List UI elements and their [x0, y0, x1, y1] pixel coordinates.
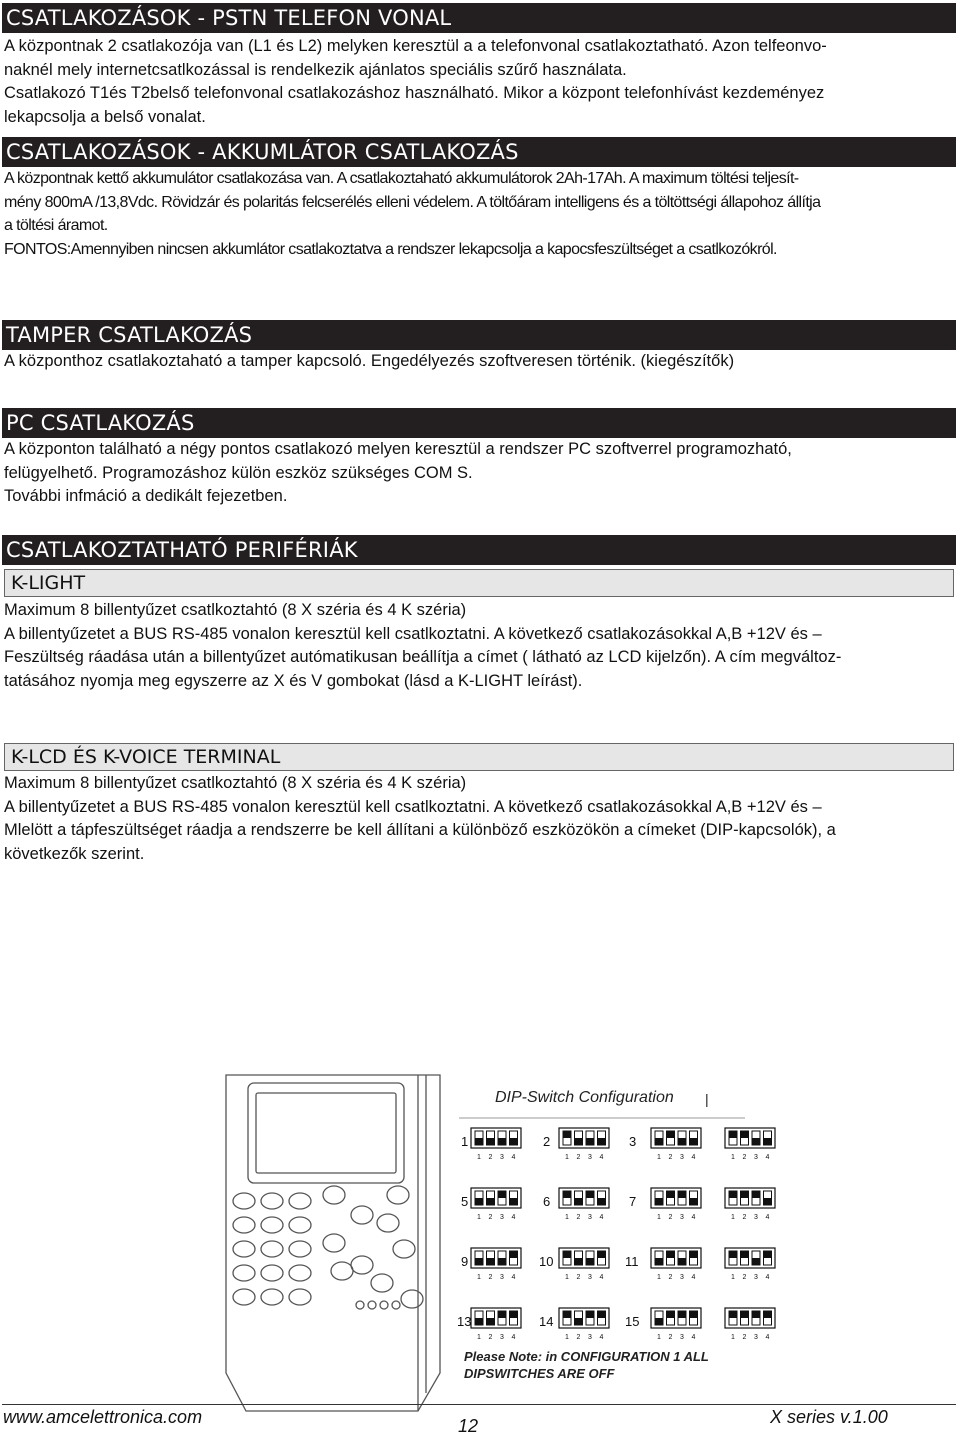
dip-switch-label: 1	[731, 1334, 735, 1341]
dip-switch-label: 3	[500, 1274, 504, 1281]
dip-switch-knob	[729, 1251, 737, 1258]
dip-switch-label: 4	[511, 1214, 516, 1221]
dip-switch-label: 4	[691, 1154, 696, 1161]
dip-switch-knob	[598, 1251, 606, 1258]
dip-switch-knob	[690, 1138, 698, 1145]
dip-switch-label: 1	[731, 1274, 735, 1281]
dip-switch-label: 1	[565, 1274, 569, 1281]
dip-switch-label: 2	[576, 1334, 581, 1341]
dip-switch-label: 1	[565, 1154, 569, 1161]
dip-switch-knob	[752, 1258, 760, 1265]
dip-config-number: 2	[543, 1134, 551, 1149]
keypad-key	[261, 1193, 283, 1209]
dip-switch-label: 4	[511, 1154, 516, 1161]
keypad-nav-key	[371, 1274, 393, 1292]
dip-switch-label: 4	[691, 1214, 696, 1221]
dip-note-line1: Please Note: in CONFIGURATION 1 ALL	[464, 1349, 709, 1364]
footer-rule	[2, 1404, 956, 1405]
dip-switch-label: 3	[680, 1154, 684, 1161]
dip-switch-knob	[475, 1198, 483, 1205]
dip-switch-knob	[690, 1198, 698, 1205]
dip-switch-label: 2	[488, 1154, 493, 1161]
akku-line: A központnak kettő akkumulátor csatlakozása van. A csatlakoztaható akkumulátorok 2Ah-17Ah. A maximum töltési teljesít-	[4, 170, 799, 187]
dip-switch-label: 3	[588, 1154, 592, 1161]
dip-switch-label: 1	[565, 1334, 569, 1341]
klcd-line: Mlelött a tápfeszültséget ráadja a rendszerre be kell állítani a különböző eszközökön a címeket (DIP-kapcsolók), a	[4, 821, 836, 839]
dip-switch-knob	[498, 1138, 506, 1145]
dip-note-line2: DIPSWITCHES ARE OFF	[464, 1366, 615, 1381]
dip-switch-knob	[741, 1251, 749, 1258]
pstn-line: A központnak 2 csatlakozója van (L1 és L2) melyken keresztül a a telefonvonal csatlakoztatható. Azon telfeonvo-	[4, 37, 827, 55]
dip-switch-knob	[678, 1191, 686, 1198]
dip-switch-label: 2	[742, 1334, 747, 1341]
dip-switch-knob	[563, 1191, 571, 1198]
dip-switch-knob	[729, 1311, 737, 1318]
section-title-tamper: TAMPER CSATLAKOZÁS	[2, 320, 956, 350]
dip-switch-knob	[667, 1251, 675, 1258]
dip-switch-knob	[498, 1258, 506, 1265]
dip-switch-knob	[575, 1138, 583, 1145]
dip-switch-knob	[678, 1311, 686, 1318]
dip-switch-label: 4	[765, 1214, 770, 1221]
keypad-key	[289, 1265, 311, 1281]
keypad-key	[289, 1193, 311, 1209]
dip-switch-knob	[575, 1258, 583, 1265]
keypad-key	[261, 1217, 283, 1233]
dip-switch-label: 1	[657, 1214, 661, 1221]
klcd-paragraph	[4, 772, 954, 866]
dip-switch-knob	[764, 1138, 772, 1145]
dip-cursor: |	[705, 1091, 709, 1107]
keypad-key	[261, 1241, 283, 1257]
dip-switch-label: 4	[599, 1274, 604, 1281]
dip-switch-label: 4	[599, 1334, 604, 1341]
dip-switch-knob	[475, 1258, 483, 1265]
akku-line: a töltési áramot.	[4, 217, 108, 234]
tamper-paragraph	[4, 350, 954, 374]
dip-switch-knob	[575, 1198, 583, 1205]
pc-line: A központon található a négy pontos csatlakozó melyen keresztül a rendszer PC szoftverrel programozható,	[4, 440, 792, 458]
dip-switch-label: 2	[668, 1214, 673, 1221]
dip-config-number: 1	[461, 1134, 469, 1149]
klight-line: A billentyűzetet a BUS RS-485 vonalon keresztül kell csatlkoztatni. A következő csatlakozásokkal A,B +12V és –	[4, 624, 822, 643]
keypad-key	[289, 1289, 311, 1305]
dip-switch-label: 4	[765, 1334, 770, 1341]
dip-switch-knob	[741, 1311, 749, 1318]
dip-switch-knob	[752, 1191, 760, 1198]
keypad-nav-key	[323, 1186, 345, 1204]
klcd-line: következők szerint.	[4, 844, 145, 863]
keypad-key	[289, 1217, 311, 1233]
dip-switch-knob	[487, 1138, 495, 1145]
klight-line: Maximum 8 billentyűzet csatlkoztahtó (8 X széria és 4 K széria)	[4, 601, 467, 619]
dip-switch-knob	[655, 1318, 663, 1325]
dip-switch-label: 2	[576, 1214, 581, 1221]
footer-series: X series v.1.00	[770, 1407, 888, 1427]
dip-switch-knob	[667, 1311, 675, 1318]
dip-switch-knob	[575, 1318, 583, 1325]
dip-switch-knob	[598, 1198, 606, 1205]
dip-switch-label: 2	[576, 1274, 581, 1281]
keypad-key	[233, 1241, 255, 1257]
keypad-nav-key	[351, 1206, 373, 1224]
pc-paragraph	[4, 438, 954, 509]
dip-switch-knob	[563, 1131, 571, 1138]
dip-switch-label: 3	[754, 1154, 758, 1161]
dip-switch-label: 1	[731, 1214, 735, 1221]
pc-line: További infmáció a dedikált fejezetben.	[4, 487, 288, 505]
dip-switch-knob	[655, 1198, 663, 1205]
section-title-akku: CSATLAKOZÁSOK - AKKUMLÁTOR CSATLAKOZÁS	[2, 137, 956, 167]
dip-switch-knob	[510, 1251, 518, 1258]
dip-switch-label: 3	[500, 1154, 504, 1161]
dip-switch-knob	[598, 1311, 606, 1318]
dip-title: DIP-Switch Configuration	[495, 1089, 674, 1106]
dip-switch-label: 1	[477, 1214, 481, 1221]
dip-config-number: 15	[625, 1314, 640, 1329]
dip-switch-label: 4	[511, 1334, 516, 1341]
keypad-nav-key	[351, 1256, 373, 1274]
akku-line: mény 800mA /13,8Vdc. Rövidzár és polaritás felcserélés elleni védelem. A töltőáram intelligens és a töltöttségi állapohoz állítja	[4, 193, 821, 211]
dip-switch-label: 3	[680, 1274, 684, 1281]
dip-switch-knob	[690, 1311, 698, 1318]
keypad-nav-key	[377, 1214, 399, 1232]
section-title-periph: CSATLAKOZTATHATÓ PERIFÉRIÁK	[2, 535, 956, 565]
keypad-nav-key	[387, 1186, 409, 1204]
dip-switch-label: 4	[599, 1214, 604, 1221]
dip-switch-label: 2	[742, 1214, 747, 1221]
dip-switch-knob	[586, 1311, 594, 1318]
dip-switch-knob	[510, 1311, 518, 1318]
dip-switch-label: 1	[657, 1154, 661, 1161]
subsection-title-klight: K-LIGHT	[4, 569, 954, 597]
keypad-key	[233, 1193, 255, 1209]
dip-switch-label: 3	[680, 1214, 684, 1221]
keypad-key	[233, 1289, 255, 1305]
subsection-title-klcd: K-LCD ÉS K-VOICE TERMINAL	[4, 743, 954, 771]
dip-switch-label: 3	[500, 1214, 504, 1221]
dip-switch-label: 4	[765, 1274, 770, 1281]
keypad-nav-key	[331, 1262, 353, 1280]
dip-switch-knob	[752, 1138, 760, 1145]
dip-switch-label: 2	[742, 1274, 747, 1281]
klcd-line: A billentyűzetet a BUS RS-485 vonalon keresztül kell csatlkoztatni. A következő csatlakozásokkal A,B +12V és –	[4, 797, 822, 816]
dip-switch-label: 1	[565, 1214, 569, 1221]
dip-switch-knob	[764, 1311, 772, 1318]
dip-config-number: 9	[461, 1254, 469, 1269]
dip-switch-label: 3	[754, 1274, 758, 1281]
dip-switch-label: 3	[500, 1334, 504, 1341]
akku-paragraph	[4, 167, 954, 261]
keypad-led	[380, 1301, 388, 1309]
dip-config-number: 3	[629, 1134, 637, 1149]
tamper-line: A központhoz csatlakoztaható a tamper kapcsoló. Engedélyezés szoftveresen történik. (kiegészítők)	[4, 352, 735, 370]
dip-switch-label: 2	[742, 1154, 747, 1161]
dip-config-number: 10	[539, 1254, 554, 1269]
pstn-paragraph	[4, 35, 954, 129]
dip-switch-knob	[510, 1138, 518, 1145]
dip-switch-knob	[487, 1258, 495, 1265]
dip-switch-knob	[510, 1198, 518, 1205]
dip-switch-knob	[667, 1191, 675, 1198]
dip-switch-label: 1	[477, 1334, 481, 1341]
dip-switch-label: 2	[488, 1214, 493, 1221]
dip-switch-knob	[741, 1191, 749, 1198]
keypad-key	[261, 1289, 283, 1305]
keypad-led	[356, 1301, 364, 1309]
dip-switch-knob	[498, 1311, 506, 1318]
keypad-nav-key	[393, 1240, 415, 1258]
dip-switch-label: 1	[477, 1154, 481, 1161]
dip-switch-diagram	[455, 1082, 770, 1382]
dip-switch-knob	[586, 1138, 594, 1145]
dip-switch-configuration	[455, 1082, 770, 1382]
dip-switch-label: 4	[691, 1274, 696, 1281]
dip-switch-knob	[764, 1198, 772, 1205]
dip-switch-label: 4	[511, 1274, 516, 1281]
dip-config-number: 14	[539, 1314, 554, 1329]
pstn-line: naknél mely internetcsatlkozással is rendelkezik ajánlatos speciális szűrő használata.	[4, 60, 627, 79]
dip-switch-knob	[586, 1258, 594, 1265]
keypad-key	[233, 1265, 255, 1281]
dip-switch-knob	[678, 1258, 686, 1265]
pstn-line: Csatlakozó T1és T2belső telefonvonal csatlakozáshoz használható. Mikor a központ telefonhívást kezdeményez	[4, 84, 825, 102]
dip-switch-label: 2	[668, 1154, 673, 1161]
dip-switch-label: 2	[488, 1274, 493, 1281]
dip-switch-knob	[678, 1138, 686, 1145]
dip-switch-knob	[475, 1138, 483, 1145]
keypad-illustration	[222, 1073, 444, 1413]
dip-config-number: 11	[625, 1254, 639, 1269]
dip-switch-label: 3	[588, 1274, 592, 1281]
keypad-nav-key	[401, 1290, 423, 1308]
section-title-pc: PC CSATLAKOZÁS	[2, 408, 956, 438]
dip-switch-label: 3	[588, 1214, 592, 1221]
dip-switch-knob	[667, 1131, 675, 1138]
akku-line: FONTOS:Amennyiben nincsen akkumlátor csatlakoztatva a rendszer lekapcsolja a kapocsfeszültséget a csatlkozókról.	[4, 240, 777, 258]
pc-line: felügyelhető. Programozáshoz külön eszköz szükséges COM S.	[4, 463, 473, 482]
dip-switch-knob	[752, 1311, 760, 1318]
dip-switch-knob	[729, 1191, 737, 1198]
dip-switch-knob	[598, 1138, 606, 1145]
klight-line: Feszültség ráadása után a billentyűzet autómatikusan beállítja a címet ( látható az LCD kijelzőn). A cím megváltoz-	[4, 648, 842, 666]
dip-switch-knob	[741, 1131, 749, 1138]
dip-switch-label: 1	[657, 1274, 661, 1281]
dip-switch-knob	[475, 1318, 483, 1325]
dip-switch-knob	[563, 1311, 571, 1318]
keypad-led	[368, 1301, 376, 1309]
dip-switch-label: 2	[488, 1334, 493, 1341]
keypad-led	[392, 1301, 400, 1309]
dip-switch-label: 1	[657, 1334, 661, 1341]
dip-switch-label: 4	[691, 1334, 696, 1341]
klight-paragraph	[4, 599, 954, 693]
dip-switch-label: 1	[731, 1154, 735, 1161]
dip-switch-knob	[563, 1251, 571, 1258]
dip-switch-label: 1	[477, 1274, 481, 1281]
dip-switch-label: 3	[588, 1334, 592, 1341]
dip-switch-knob	[655, 1138, 663, 1145]
dip-config-number: 7	[629, 1194, 637, 1209]
dip-switch-knob	[764, 1251, 772, 1258]
dip-switch-knob	[487, 1318, 495, 1325]
dip-switch-label: 3	[754, 1334, 758, 1341]
dip-switch-label: 2	[668, 1274, 673, 1281]
klcd-line: Maximum 8 billentyűzet csatlkoztahtó (8 X széria és 4 K széria)	[4, 774, 467, 792]
dip-switch-knob	[729, 1131, 737, 1138]
dip-switch-label: 4	[765, 1154, 770, 1161]
footer-website[interactable]: www.amcelettronica.com	[3, 1407, 203, 1427]
dip-switch-label: 3	[680, 1334, 684, 1341]
pstn-line: lekapcsolja a belső vonalat.	[4, 107, 206, 126]
klight-line: tatásához nyomja meg egyszerre az X és V gombokat (lásd a K-LIGHT leírást).	[4, 671, 583, 690]
dip-switch-label: 3	[754, 1214, 758, 1221]
keypad-key	[289, 1241, 311, 1257]
dip-config-number: 13	[457, 1314, 472, 1329]
dip-switch-knob	[655, 1258, 663, 1265]
dip-switch-label: 2	[668, 1334, 673, 1341]
dip-switch-knob	[690, 1251, 698, 1258]
keypad-key	[261, 1265, 283, 1281]
keypad-nav-key	[323, 1234, 345, 1252]
section-title-pstn: CSATLAKOZÁSOK - PSTN TELEFON VONAL	[2, 3, 956, 33]
dip-switch-knob	[498, 1191, 506, 1198]
dip-config-number: 6	[543, 1194, 551, 1209]
dip-switch-label: 2	[576, 1154, 581, 1161]
dip-switch-knob	[487, 1198, 495, 1205]
keypad-key	[233, 1217, 255, 1233]
dip-switch-label: 4	[599, 1154, 604, 1161]
dip-config-number: 5	[461, 1194, 469, 1209]
footer-page-number: 12	[458, 1416, 479, 1436]
dip-switch-knob	[586, 1191, 594, 1198]
